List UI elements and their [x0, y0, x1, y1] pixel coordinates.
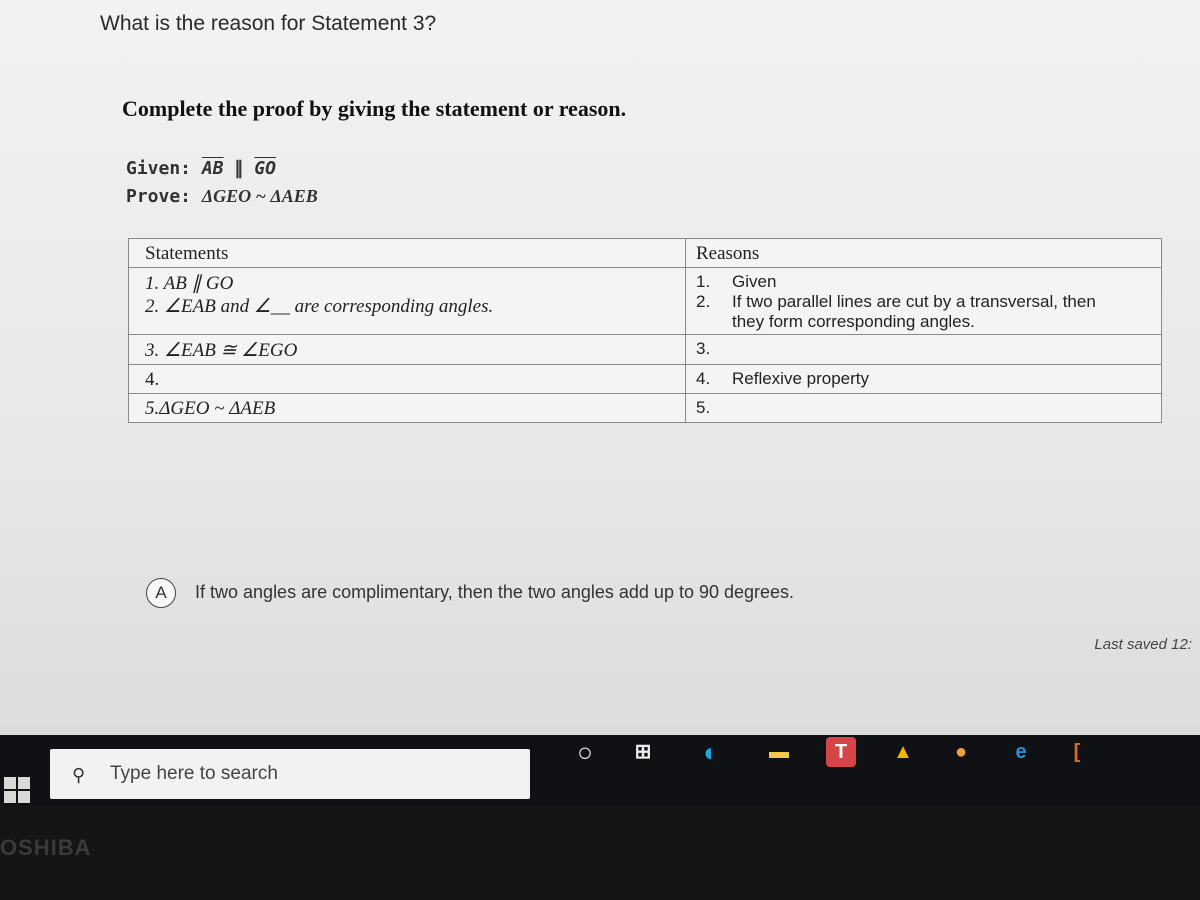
- reason-cell[interactable]: [686, 335, 1162, 365]
- statement-cell: [129, 268, 686, 335]
- reason-cell: [686, 365, 1162, 394]
- reason-1: Given: [732, 272, 777, 291]
- statement-5: 5.ΔGEO ~ ΔAEB: [145, 398, 276, 419]
- task-view-icon[interactable]: ⊞: [634, 741, 652, 763]
- question-header: What is the reason for Statement 3?: [100, 12, 437, 35]
- table-row: [129, 394, 1162, 423]
- reason-number: 2.: [696, 292, 711, 311]
- laptop-bezel: [0, 805, 1200, 900]
- reason-cell: [686, 268, 1162, 335]
- reasons-header-cell: [686, 239, 1162, 268]
- reason-number: 5.: [696, 398, 711, 417]
- reason-number: 3.: [696, 339, 711, 358]
- chrome-icon[interactable]: ●: [954, 741, 968, 763]
- given-statement: [126, 158, 276, 179]
- windows-start-icon[interactable]: [4, 777, 30, 803]
- statement-cell: [129, 394, 686, 423]
- statement-2: 2. ∠EAB and ∠__ are corresponding angles.: [145, 296, 494, 317]
- reason-row-2: [696, 292, 1161, 332]
- instruction-text: Complete the proof by giving the statement or reason.: [122, 96, 627, 121]
- option-letter-circle[interactable]: A: [146, 578, 176, 608]
- prove-text: ΔGEO ~ ΔAEB: [201, 186, 318, 206]
- answer-option-a[interactable]: [146, 578, 794, 608]
- table-row: [129, 365, 1162, 394]
- statement-3: 3. ∠EAB ≅ ∠EGO: [145, 340, 298, 361]
- statement-cell: [129, 335, 686, 365]
- reason-row-1: [696, 272, 1161, 292]
- given-segment-go: GO: [254, 158, 276, 179]
- statement-4: 4.: [145, 369, 160, 390]
- table-row: [129, 335, 1162, 365]
- taskbar: [0, 735, 1200, 805]
- given-segment-ab: AB: [201, 158, 224, 179]
- search-input[interactable]: Type here to search: [110, 763, 278, 784]
- reason-cell: [686, 394, 1162, 423]
- file-explorer-icon[interactable]: ▬: [769, 741, 789, 763]
- proof-table: [128, 238, 1162, 423]
- last-saved-status: Last saved 12:: [1094, 636, 1192, 653]
- parallel-symbol: ∥: [234, 158, 244, 179]
- internet-explorer-icon[interactable]: e: [1015, 741, 1027, 763]
- teams-t-icon[interactable]: T: [826, 737, 856, 767]
- taskbar-search-box[interactable]: [50, 749, 530, 799]
- statement-1: 1. AB ∥ GO: [145, 273, 234, 294]
- prove-prefix: Prove:: [126, 186, 192, 207]
- reasons-header: Reasons: [696, 243, 760, 264]
- prove-statement: [126, 186, 318, 207]
- statement-cell: [129, 365, 686, 394]
- statements-header: Statements: [145, 243, 229, 264]
- table-header-row: [129, 239, 1162, 268]
- reason-2: If two parallel lines are cut by a transversal, then they form corresponding angles.: [732, 292, 1096, 331]
- reason-number: 1.: [696, 272, 711, 291]
- given-prefix: Given:: [126, 158, 192, 179]
- brand-logo: OSHIBA: [0, 835, 92, 860]
- reason-number: 4.: [696, 369, 711, 388]
- search-icon: ⚲: [72, 765, 86, 785]
- table-row: [129, 268, 1162, 335]
- reason-4: Reflexive property: [732, 369, 870, 388]
- option-text[interactable]: If two angles are complimentary, then the two angles add up to 90 degrees.: [195, 581, 795, 602]
- edge-icon[interactable]: ◐: [703, 737, 719, 767]
- google-drive-icon[interactable]: ▲: [893, 741, 913, 763]
- app-icon[interactable]: [: [1073, 741, 1081, 763]
- cortana-circle-icon[interactable]: ○: [577, 737, 593, 767]
- statements-header-cell: [129, 239, 686, 268]
